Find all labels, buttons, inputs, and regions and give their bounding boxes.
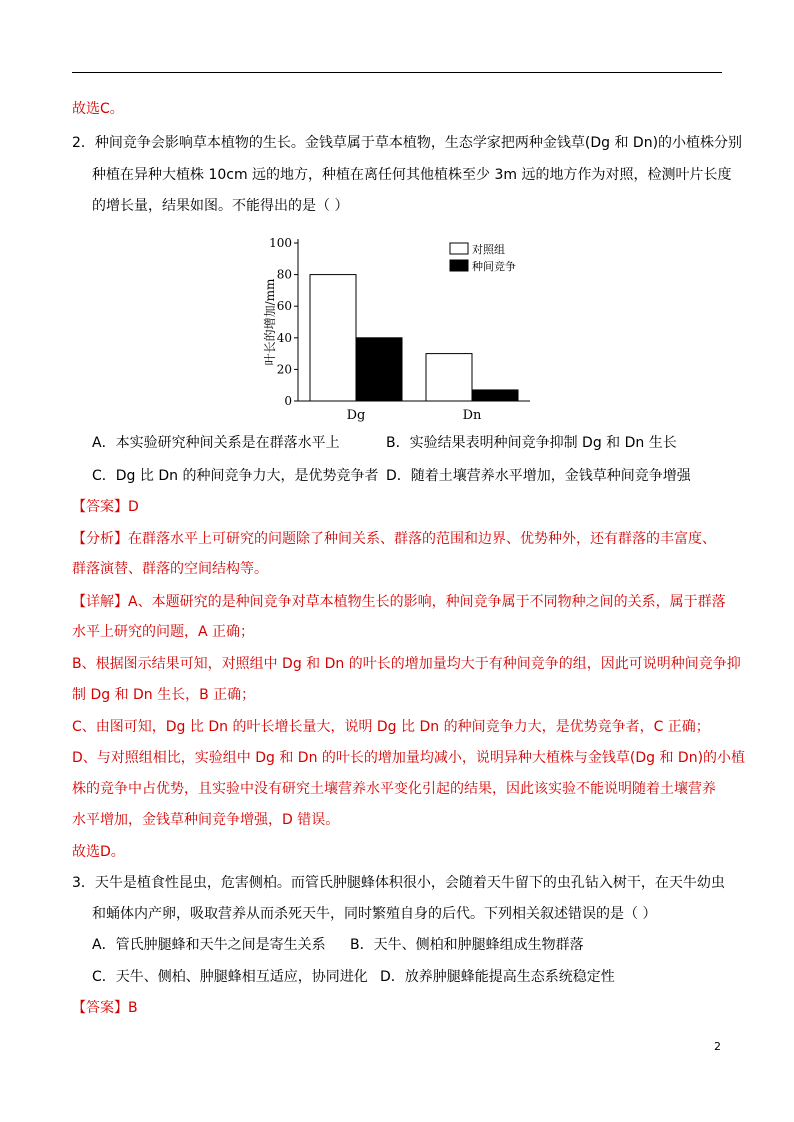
y-tick-label: 60	[276, 299, 292, 314]
q3-option-b: B．天牛、侧柏和肿腿蜂组成生物群落	[350, 937, 584, 953]
q2-stem-line-3: 的增长量，结果如图。不能得出的是（ ）	[92, 198, 349, 214]
y-tick-label: 40	[276, 330, 292, 345]
bar-dg-series-1	[310, 275, 356, 401]
q2-detail-line-2: 水平上研究的问题，A 正确；	[72, 624, 255, 640]
y-tick-label: 100	[269, 236, 292, 250]
q2-answer: 【答案】D	[72, 499, 139, 515]
y-tick-label: 20	[276, 362, 292, 377]
prev-answer: 故选C。	[72, 101, 124, 117]
q2-analysis-line-1: 【分析】在群落水平上可研究的问题除了种间关系、群落的范围和边界、优势种外，还有群落的丰富度、	[72, 531, 716, 547]
q3-stem-line-1: 3．天牛是植食性昆虫，危害侧柏。而管氏肿腿蜂体积很小，会随着天牛留下的虫孔钻入树干，在天牛幼虫	[72, 875, 725, 891]
y-tick-label: 0	[284, 394, 292, 408]
q2-detail-line-5: C、由图可知，Dg 比 Dn 的叶长增长量大，说明 Dg 比 Dn 的种间竞争力大，是优势竞争者，C 正确；	[72, 719, 710, 735]
q3-option-a: A．管氏肿腿蜂和天牛之间是寄生关系	[92, 937, 326, 953]
q3-answer: 【答案】B	[72, 1000, 138, 1016]
bar-dn-series-2	[472, 390, 518, 401]
legend-swatch	[450, 260, 468, 271]
y-tick-label: 80	[276, 267, 292, 282]
q2-option-a: A．本实验研究种间关系是在群落水平上	[92, 435, 340, 451]
y-axis-label: 叶长的增加/mm	[263, 278, 277, 366]
q2-stem-line-1: 2．种间竞争会影响草本植物的生长。金钱草属于草本植物，生态学家把两种金钱草(Dg 和 Dn)的小植株分别	[72, 135, 743, 151]
x-category-label: Dn	[462, 408, 482, 423]
q2-detail-line-7: 株的竞争中占优势，且实验中没有研究土壤营养水平变化引起的结果，因此该实验不能说明随着土壤营养	[72, 781, 716, 797]
bar-chart	[250, 225, 540, 425]
q3-stem-line-2: 和蛹体内产卵，吸取营养从而杀死天牛，同时繁殖自身的后代。下列相关叙述错误的是（ ）	[92, 906, 657, 922]
legend-label: 对照组	[472, 243, 505, 256]
header-rule	[72, 72, 722, 73]
q3-option-c: C．天牛、侧柏、肿腿蜂相互适应，协同进化	[92, 969, 368, 985]
q2-option-b: B．实验结果表明种间竞争抑制 Dg 和 Dn 生长	[386, 435, 677, 451]
q2-detail-line-8: 水平增加，金钱草种间竞争增强，D 错误。	[72, 812, 340, 828]
q2-conclusion: 故选D。	[72, 844, 125, 860]
q3-option-d: D．放养肿腿蜂能提高生态系统稳定性	[380, 969, 615, 985]
page-number: 2	[714, 1040, 721, 1053]
q2-detail-line-3: B、根据图示结果可知，对照组中 Dg 和 Dn 的叶长的增加量均大于有种间竞争的组，因此可说明种间竞争抑	[72, 656, 741, 672]
q2-detail-line-1: 【详解】A、本题研究的是种间竞争对草本植物生长的影响，种间竞争属于不同物种之间的关系，属于群落	[72, 594, 726, 610]
q2-option-c: C．Dg 比 Dn 的种间竞争力大，是优势竞争者	[92, 468, 379, 484]
q2-stem-line-2: 种植在异种大植株 10cm 远的地方，种植在离任何其他植株至少 3m 远的地方作为对照，检测叶片长度	[92, 167, 732, 183]
bar-dg-series-2	[356, 338, 402, 401]
legend-swatch	[450, 243, 468, 254]
q2-option-d: D．随着土壤营养水平增加，金钱草种间竞争增强	[386, 468, 691, 484]
q2-detail-line-4: 制 Dg 和 Dn 生长，B 正确；	[72, 687, 256, 703]
legend-label: 种间竞争	[472, 260, 516, 273]
q2-detail-line-6: D、与对照组相比，实验组中 Dg 和 Dn 的叶长的增加量均减小，说明异种大植株与金钱草(Dg 和 Dn)的小植	[72, 750, 746, 766]
bar-dn-series-1	[426, 354, 472, 401]
q2-analysis-line-2: 群落演替、群落的空间结构等。	[72, 561, 268, 577]
x-category-label: Dg	[346, 408, 366, 423]
